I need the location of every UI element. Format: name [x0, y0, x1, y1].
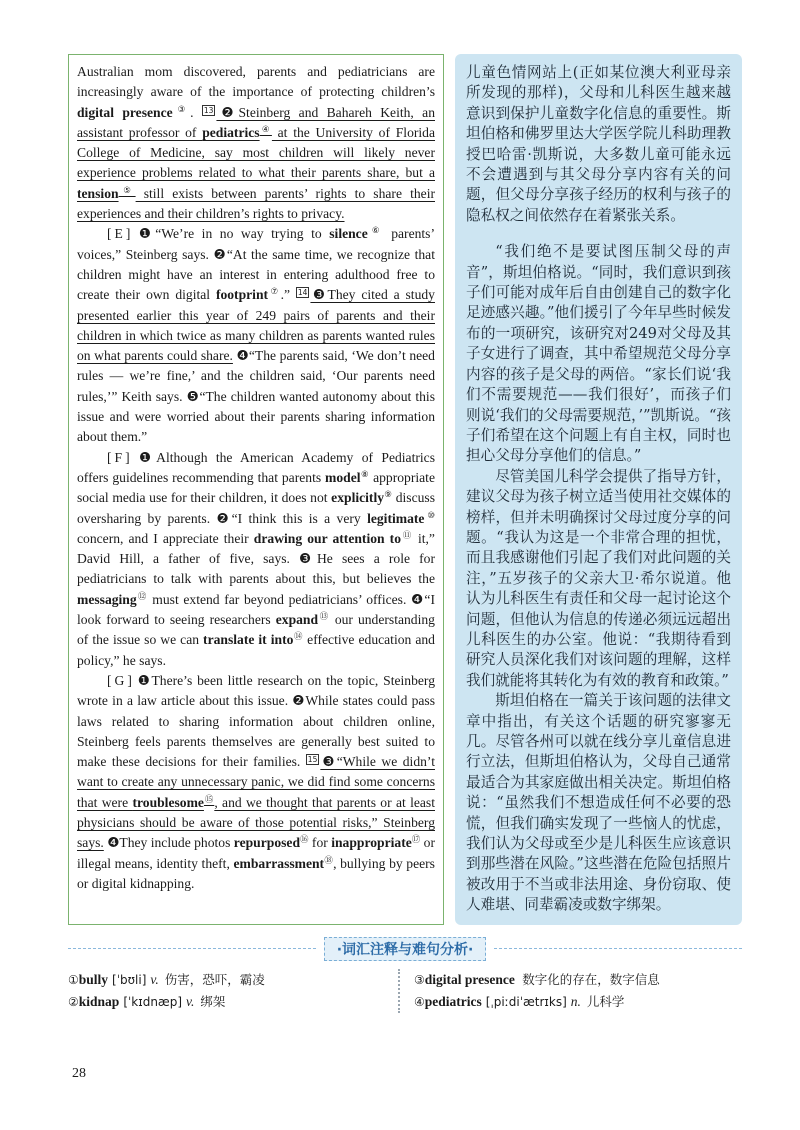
note-number: ⑦ [268, 287, 281, 298]
text-run: , and we thought that parents or at least physicians should be aware of those potential risks,” Steinberg says. [77, 794, 435, 851]
vocab-number: ① [68, 972, 79, 987]
vocab-definition: 伤害，恐吓，霸凌 [164, 971, 265, 987]
text-run: .” [280, 287, 296, 303]
vocabulary-column-left [68, 969, 398, 1013]
vocab-phonetic: [ˌpiːdiˈætrɪks] [485, 994, 567, 1009]
paragraph-label: [ G ] [107, 673, 133, 688]
vocab-phonetic: [ˈbʊli] [112, 972, 147, 987]
note-number: ⑪ [401, 530, 413, 541]
vocab-item-bully [68, 969, 398, 991]
text-run: must extend far beyond pediatricians’ offices. ❹“I look forward to seeing researchers [77, 591, 435, 628]
vocab-term: explicitly [331, 490, 385, 506]
vocab-term: messaging [77, 591, 137, 607]
english-paragraph-continued [77, 62, 435, 224]
vocab-word: digital presence [424, 971, 515, 987]
vocab-number: ② [68, 994, 79, 1009]
vocab-item-kidnap [68, 991, 398, 1013]
text-run: effective education and policy,” he says. [77, 632, 435, 668]
chinese-paragraph-e: “我们绝不是要试图压制父母的声音”，斯坦伯格说。“同时，我们意识到孩子们可能对成年后自由创建自己的数字化足迹感兴趣。”他们援引了今年早些时候发布的一项研究，该研究对249对父母及其子女进行了调查，其中希望规范父母分享内容的孩子是父母的两倍。“家长们说‘我们不需要规范——我们很好’，而孩子们则说‘我们的父母需要规范，’”凯斯说。“孩子们希望在这个问题上有自主权，同时也担心父母分享他们的信息。” [466, 243, 731, 465]
note-number: ⑧ [360, 469, 370, 480]
chinese-translation-panel [455, 54, 742, 925]
note-number: ⑱ [324, 855, 334, 866]
vocab-term: expand [275, 612, 319, 628]
heading-divider-right [494, 948, 742, 949]
text-run: it,” David Hill, a father of five, says. ❸He sees a role for pediatricians to talk with parents about this, but believes the [77, 530, 435, 587]
vocab-term: inappropriate [331, 835, 412, 851]
vocab-term: legitimate [367, 510, 425, 526]
vocab-part-of-speech: v. [150, 971, 159, 987]
vocabulary-heading: ·词汇注释与难句分析· [324, 937, 487, 961]
bilingual-columns [68, 54, 742, 925]
paragraph-label: [ E ] [107, 226, 131, 241]
text-run: still exists between parents’ rights to share their experiences and their children’s rights to privacy. [77, 185, 435, 222]
note-number: ⑤ [118, 185, 136, 196]
vocabulary-column-right [398, 969, 742, 1013]
vocabulary-section [68, 937, 742, 1013]
note-number: ⑰ [411, 835, 421, 846]
text-run: our understanding of the issue so we can [77, 612, 435, 648]
text-run: , bullying by peers or digital kidnapping. [77, 855, 435, 891]
vocab-word: bully [78, 971, 109, 987]
text-run: concern, and I appreciate their [77, 530, 254, 546]
vocab-definition: 儿科学 [586, 993, 625, 1009]
paragraph-label: [ F ] [107, 450, 131, 465]
english-paragraph-e [77, 224, 435, 447]
text-run: or illegal means, identity theft, [77, 835, 436, 871]
vocab-term: embarrassment [233, 855, 325, 871]
text-run: at the University of Florida College of Medicine, say most children will likely never experience problems related to what their parents share, but a [77, 124, 436, 181]
note-number: ⑭ [293, 632, 304, 643]
sentence-marker: 14 [297, 288, 308, 298]
note-number: ⑯ [300, 835, 309, 846]
chinese-paragraph-continued: 儿童色情网站上(正如某位澳大利亚母亲所发现的那样)，父母和儿科医生越来越意识到保护儿童数字化信息的重要性。斯坦伯格和佛罗里达大学医学院儿科助理教授巴哈雷·凯斯说，大多数儿童可能永远不会遭遇到与其父母分享内容有关的问题，但父母分享孩子经历的权利与孩子的隐私权之间依然存在着紧张关系。 [466, 64, 731, 224]
note-number: ⑬ [318, 612, 330, 623]
text-run: ❶“We’re in no way trying to [131, 226, 330, 242]
vocab-number: ④ [414, 994, 425, 1009]
page-number: 28 [72, 1066, 86, 1081]
vocabulary-list [68, 969, 742, 1013]
sentence-marker: 13 [203, 105, 214, 115]
english-paragraph-g [77, 671, 435, 894]
vocab-term: tension [77, 185, 119, 201]
vocab-term: footprint [215, 287, 269, 303]
vocab-part-of-speech: n. [570, 993, 581, 1009]
vocab-term: troublesome [132, 794, 204, 810]
text-run: ❹“The parents said, ‘We don’t need rules — we’re fine,’ and the children said, ‘Our parents need rules,’” Keith says. ❺“The children wanted autonomy about this issue and were worried about their parents sharing information about them.” [77, 348, 435, 445]
text-run: Australian mom discovered, parents and pediatricians are increasingly aware of the importance of protecting children’s [77, 64, 435, 100]
vocab-term: drawing our attention to [253, 530, 401, 546]
vocab-part-of-speech: v. [186, 993, 195, 1009]
vocab-item-digital-presence [414, 969, 742, 991]
chinese-paragraph-g: 斯坦伯格在一篇关于该问题的法律文章中指出，有关这个话题的研究寥寥无几。尽管各州可以就在线分享儿童信息进行立法，但斯坦伯格认为，父母自己通常最适合为其家庭做出相关决定。斯坦伯格说：“虽然我们不想造成任何不必要的恐慌，但我们确实发现了一些恼人的忧虑，我们认为父母或至少是儿科医生应该意识到那些潜在风险。”这些潜在危险包括照片被改用于不当或非法用途、身份窃取、使人难堪、同辈霸凌或数字绑架。 [466, 692, 731, 914]
chinese-paragraph-f: 尽管美国儿科学会提供了指导方针，建议父母为孩子树立适当使用社交媒体的榜样，但并未明确探讨父母过度分享的问题。“我认为这是一个非常合理的担忧，而且我感谢他们引起了我们对此问题的关注，”五岁孩子的父亲大卫·希尔说道。他认为儿科医生有责任和父母一起讨论这个问题，但他认为信息的传递必须远远超出儿科医生的办公室。他说：“我期待看到研究人员深化我们对该问题的理解，这样我们就能将其转化为有效的教育和政策。” [466, 467, 731, 689]
note-number: ⑩ [424, 510, 436, 521]
note-number: ③ [172, 104, 191, 115]
vocabulary-heading-row [68, 937, 742, 961]
sentence-marker: 15 [307, 755, 318, 765]
vocab-term: pediatrics [202, 124, 260, 140]
text-run: . [190, 104, 202, 120]
vocab-term: digital presence [77, 104, 173, 120]
text-run: parents’ voices,” Steinberg says. ❷“At the same time, we recognize that children might have an interest in entering adulthood free to create their own digital [77, 226, 435, 303]
vocab-word: kidnap [78, 993, 120, 1009]
note-number: ④ [259, 124, 272, 135]
text-run: ❸“While we didn’t want to create any unnecessary panic, we did find some concerns that were [77, 754, 435, 810]
text-run: discuss oversharing by parents. ❷“I think this is a very [77, 490, 436, 526]
vocab-term: silence [329, 226, 368, 242]
text-run: appropriate social media use for their children, it does not [77, 469, 435, 506]
vocab-item-pediatrics [414, 991, 742, 1013]
note-number: ⑨ [384, 490, 393, 501]
vocab-term: model [325, 469, 361, 485]
english-paragraph-f [77, 448, 435, 671]
vocab-definition: 数字化的存在，数字信息 [522, 971, 660, 987]
note-number: ⑮ [203, 794, 215, 805]
text-run: ❶There’s been little research on the topic, Steinberg wrote in a law article about this issue. ❷While states could pass laws related to sharing information about children online, Steinberg feels parents themselves are generally best suited to make these decisions for their families. [77, 672, 435, 770]
text-run: ❶Although the American Academy of Pediatrics offers guidelines recommending that parents [77, 449, 435, 485]
note-number: ⑫ [136, 591, 148, 602]
text-run: for [308, 835, 332, 851]
text-run: ❷Steinberg and Bahareh Keith, an assistant professor of [77, 104, 435, 140]
text-run: ❸They cited a study presented earlier this year of 249 pairs of parents and their children in which twice as many children as parents wanted rules on what parents could share. [77, 287, 435, 364]
vocab-definition: 绑架 [200, 993, 226, 1009]
vocab-number: ③ [414, 972, 425, 987]
note-number: ⑥ [367, 226, 384, 237]
vocab-term: repurposed [233, 835, 301, 851]
text-run: ❹They include photos [103, 835, 234, 851]
vocab-word: pediatrics [424, 993, 482, 1009]
heading-divider-left [68, 948, 316, 949]
english-passage [68, 54, 444, 925]
vocab-term: translate it into [203, 632, 294, 648]
vocab-phonetic: [ˈkɪdnæp] [123, 994, 183, 1009]
page-content [68, 54, 742, 1013]
